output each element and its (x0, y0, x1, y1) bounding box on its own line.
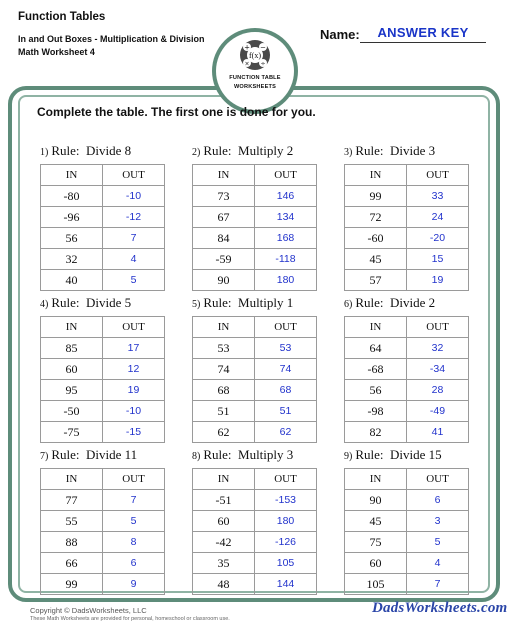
function-table (192, 316, 317, 443)
out-value: 33 (407, 186, 469, 207)
name-line (360, 42, 486, 43)
rule-line (192, 143, 293, 159)
brand-logo[interactable]: DadsWorksheets.com (372, 600, 508, 616)
in-value: 90 (345, 490, 407, 511)
rule-text: Rule: Multiply 3 (203, 447, 294, 462)
in-value: 51 (193, 401, 255, 422)
in-value: 88 (41, 532, 103, 553)
out-value: 146 (255, 186, 317, 207)
svg-text:+: + (244, 43, 250, 52)
svg-text:−: − (260, 43, 266, 52)
table-row (41, 207, 165, 228)
out-value: 7 (103, 228, 165, 249)
in-value: -42 (193, 532, 255, 553)
out-value: 105 (255, 553, 317, 574)
column-header-in: IN (345, 317, 407, 338)
in-value: 99 (345, 186, 407, 207)
out-value: 62 (255, 422, 317, 443)
in-value: -51 (193, 490, 255, 511)
in-value: 85 (41, 338, 103, 359)
svg-text:×: × (244, 60, 250, 68)
out-value: 24 (407, 207, 469, 228)
table-header-row (345, 469, 469, 490)
out-value: 180 (255, 270, 317, 291)
problem-number: 2) (192, 147, 201, 158)
table-row (41, 532, 165, 553)
instructions: Complete the table. The first one is done for you. (37, 105, 316, 119)
table-row (345, 490, 469, 511)
out-value: 51 (255, 401, 317, 422)
out-value: -15 (103, 422, 165, 443)
in-value: 60 (41, 359, 103, 380)
table-header-row (41, 165, 165, 186)
in-value: 64 (345, 338, 407, 359)
table-row (345, 532, 469, 553)
table-header-row (41, 469, 165, 490)
table-row (41, 186, 165, 207)
function-table (344, 468, 469, 595)
table-row (345, 338, 469, 359)
out-value: 3 (407, 511, 469, 532)
column-header-in: IN (345, 165, 407, 186)
column-header-in: IN (41, 469, 103, 490)
column-header-out: OUT (407, 469, 469, 490)
worksheet-number: Math Worksheet 4 (18, 47, 95, 57)
rule-text: Rule: Divide 11 (51, 447, 138, 462)
table-row (345, 422, 469, 443)
table-row (41, 490, 165, 511)
column-header-in: IN (41, 165, 103, 186)
table-row (193, 553, 317, 574)
out-value: 41 (407, 422, 469, 443)
problem-number: 6) (344, 299, 353, 310)
in-value: 56 (41, 228, 103, 249)
in-value: 68 (193, 380, 255, 401)
table-row (193, 422, 317, 443)
function-table (344, 316, 469, 443)
in-value: 105 (345, 574, 407, 595)
logo-inner (216, 32, 294, 110)
column-header-in: IN (193, 469, 255, 490)
in-value: 72 (345, 207, 407, 228)
rule-text: Rule: Multiply 2 (203, 143, 294, 158)
table-header-row (193, 317, 317, 338)
table-header-row (345, 317, 469, 338)
table-row (41, 553, 165, 574)
column-header-in: IN (193, 165, 255, 186)
table-row (41, 359, 165, 380)
out-value: 4 (407, 553, 469, 574)
table-row (345, 228, 469, 249)
svg-text:÷: ÷ (260, 60, 266, 68)
function-table (344, 164, 469, 291)
name-label: Name: (320, 27, 360, 42)
table-row (193, 401, 317, 422)
table-row (41, 249, 165, 270)
out-value: 74 (255, 359, 317, 380)
table-row (193, 186, 317, 207)
worksheet-logo (212, 28, 298, 114)
worksheet-title: Function Tables (18, 11, 106, 23)
table-row (41, 574, 165, 595)
in-value: 99 (41, 574, 103, 595)
problem-number: 9) (344, 451, 353, 462)
table-row (41, 338, 165, 359)
column-header-out: OUT (407, 165, 469, 186)
table-row (345, 249, 469, 270)
out-value: -118 (255, 249, 317, 270)
table-row (41, 401, 165, 422)
disclaimer-text: These Math Worksheets are provided for personal, homeschool or classroom use. (30, 616, 230, 622)
out-value: -10 (103, 401, 165, 422)
out-value: 168 (255, 228, 317, 249)
rule-text: Rule: Divide 5 (51, 295, 132, 310)
name-value: ANSWER KEY (377, 25, 469, 40)
out-value: 6 (103, 553, 165, 574)
out-value: 134 (255, 207, 317, 228)
problem-number: 1) (40, 147, 49, 158)
out-value: -153 (255, 490, 317, 511)
table-row (345, 401, 469, 422)
rule-line (344, 447, 442, 463)
table-header-row (345, 165, 469, 186)
in-value: -80 (41, 186, 103, 207)
rule-text: Rule: Divide 15 (355, 447, 442, 462)
logo-text-line2: WORKSHEETS (233, 84, 277, 90)
table-row (41, 270, 165, 291)
table-header-row (41, 317, 165, 338)
column-header-in: IN (193, 317, 255, 338)
function-table (40, 468, 165, 595)
out-value: 32 (407, 338, 469, 359)
out-value: 9 (103, 574, 165, 595)
function-table (40, 316, 165, 443)
in-value: 67 (193, 207, 255, 228)
table-row (193, 338, 317, 359)
in-value: 45 (345, 511, 407, 532)
out-value: 144 (255, 574, 317, 595)
in-value: -98 (345, 401, 407, 422)
out-value: 5 (103, 270, 165, 291)
rule-text: Rule: Multiply 1 (203, 295, 294, 310)
in-value: 48 (193, 574, 255, 595)
table-row (193, 532, 317, 553)
table-row (345, 574, 469, 595)
out-value: 7 (103, 490, 165, 511)
in-value: 53 (193, 338, 255, 359)
in-value: 75 (345, 532, 407, 553)
rule-line (344, 295, 435, 311)
out-value: 5 (103, 511, 165, 532)
in-value: -68 (345, 359, 407, 380)
rule-text: Rule: Divide 3 (355, 143, 436, 158)
out-value: -20 (407, 228, 469, 249)
table-header-row (193, 469, 317, 490)
out-value: 5 (407, 532, 469, 553)
in-value: 60 (193, 511, 255, 532)
function-symbol-icon (240, 40, 270, 70)
in-value: 77 (41, 490, 103, 511)
in-value: 66 (41, 553, 103, 574)
table-row (41, 380, 165, 401)
in-value: 74 (193, 359, 255, 380)
column-header-out: OUT (103, 469, 165, 490)
out-value: 68 (255, 380, 317, 401)
table-row (345, 553, 469, 574)
in-value: 55 (41, 511, 103, 532)
column-header-out: OUT (255, 469, 317, 490)
table-row (193, 380, 317, 401)
table-row (193, 207, 317, 228)
function-table (192, 164, 317, 291)
out-value: 15 (407, 249, 469, 270)
problem-number: 7) (40, 451, 49, 462)
table-row (193, 359, 317, 380)
table-row (345, 359, 469, 380)
column-header-out: OUT (255, 317, 317, 338)
rule-line (192, 295, 293, 311)
problem-number: 8) (192, 451, 201, 462)
in-value: 95 (41, 380, 103, 401)
in-value: 84 (193, 228, 255, 249)
svg-text:f(x): f(x) (249, 51, 261, 60)
rule-line (40, 447, 137, 463)
table-row (345, 207, 469, 228)
column-header-out: OUT (255, 165, 317, 186)
table-row (193, 511, 317, 532)
in-value: -50 (41, 401, 103, 422)
in-value: 57 (345, 270, 407, 291)
function-table (192, 468, 317, 595)
table-row (193, 249, 317, 270)
column-header-out: OUT (103, 317, 165, 338)
table-row (345, 380, 469, 401)
in-value: 40 (41, 270, 103, 291)
in-value: 32 (41, 249, 103, 270)
column-header-out: OUT (103, 165, 165, 186)
out-value: -34 (407, 359, 469, 380)
out-value: 4 (103, 249, 165, 270)
table-row (193, 228, 317, 249)
table-row (41, 422, 165, 443)
function-table (40, 164, 165, 291)
rule-line (40, 295, 131, 311)
worksheet-subtitle: In and Out Boxes - Multiplication & Division (18, 34, 205, 44)
out-value: 7 (407, 574, 469, 595)
logo-text-line1: FUNCTION TABLE (229, 75, 281, 81)
problem-number: 5) (192, 299, 201, 310)
in-value: 82 (345, 422, 407, 443)
table-row (41, 511, 165, 532)
in-value: -75 (41, 422, 103, 443)
table-row (193, 270, 317, 291)
table-row (345, 270, 469, 291)
table-row (41, 228, 165, 249)
rule-text: Rule: Divide 2 (355, 295, 436, 310)
copyright-text: Copyright © DadsWorksheets, LLC (30, 606, 147, 615)
out-value: 180 (255, 511, 317, 532)
problem-number: 3) (344, 147, 353, 158)
rule-line (344, 143, 435, 159)
table-row (193, 490, 317, 511)
out-value: 19 (407, 270, 469, 291)
column-header-in: IN (345, 469, 407, 490)
out-value: 19 (103, 380, 165, 401)
out-value: 17 (103, 338, 165, 359)
out-value: 6 (407, 490, 469, 511)
out-value: -49 (407, 401, 469, 422)
out-value: 12 (103, 359, 165, 380)
in-value: 45 (345, 249, 407, 270)
in-value: 90 (193, 270, 255, 291)
out-value: -126 (255, 532, 317, 553)
out-value: 53 (255, 338, 317, 359)
out-value: -12 (103, 207, 165, 228)
out-value: 28 (407, 380, 469, 401)
rule-text: Rule: Divide 8 (51, 143, 132, 158)
in-value: 62 (193, 422, 255, 443)
table-header-row (193, 165, 317, 186)
in-value: 73 (193, 186, 255, 207)
in-value: -59 (193, 249, 255, 270)
problem-number: 4) (40, 299, 49, 310)
out-value: -10 (103, 186, 165, 207)
in-value: 60 (345, 553, 407, 574)
table-row (345, 511, 469, 532)
table-row (345, 186, 469, 207)
column-header-out: OUT (407, 317, 469, 338)
table-row (193, 574, 317, 595)
column-header-in: IN (41, 317, 103, 338)
in-value: -60 (345, 228, 407, 249)
out-value: 8 (103, 532, 165, 553)
rule-line (192, 447, 293, 463)
rule-line (40, 143, 131, 159)
in-value: 56 (345, 380, 407, 401)
in-value: -96 (41, 207, 103, 228)
in-value: 35 (193, 553, 255, 574)
